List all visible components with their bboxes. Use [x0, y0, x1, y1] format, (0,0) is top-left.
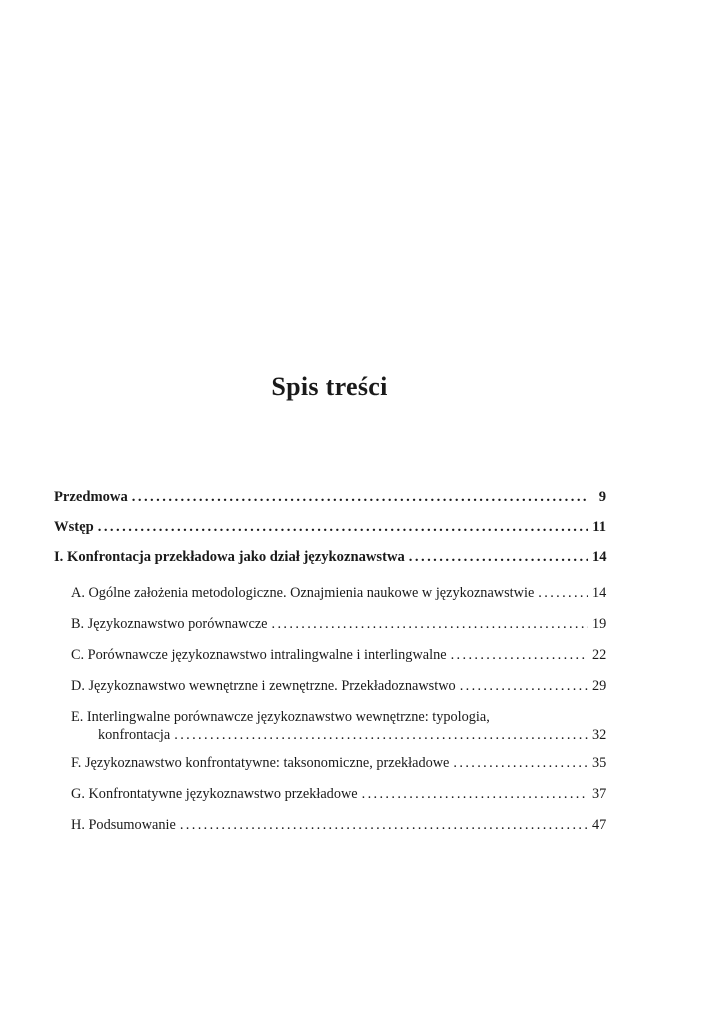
toc-entry-chapter-1[interactable] — [54, 548, 606, 578]
toc-entry-page: 19 — [592, 616, 607, 632]
toc-entry-page: 14 — [592, 585, 607, 601]
leader-dots — [174, 726, 588, 744]
toc-entry-page: 22 — [592, 647, 607, 663]
toc-subentry-g[interactable] — [54, 785, 606, 816]
toc-entry-title: E. Interlingwalne porównawcze językoznawstwo wewnętrzne: typologia, — [71, 709, 490, 725]
toc-entry-title: H. Podsumowanie — [71, 817, 176, 833]
toc-entry-title: I. Konfrontacja przekładowa jako dział językoznawstwa — [54, 549, 405, 565]
toc-subentry-c[interactable] — [54, 646, 606, 677]
toc-subentry-h[interactable] — [54, 816, 606, 847]
leader-dots — [98, 518, 588, 536]
leader-dots — [362, 785, 588, 803]
toc-subentry-f[interactable] — [54, 754, 606, 785]
leader-dots — [272, 615, 588, 633]
table-of-contents — [54, 488, 606, 847]
leader-dots — [453, 754, 588, 772]
toc-entry-page: 35 — [592, 755, 607, 771]
toc-entry-title: F. Językoznawstwo konfrontatywne: taksonomiczne, przekładowe — [71, 755, 450, 771]
leader-dots — [180, 816, 588, 834]
toc-entry-title: B. Językoznawstwo porównawcze — [71, 616, 268, 632]
toc-entry-page: 29 — [592, 678, 607, 694]
toc-entry-page: 14 — [592, 549, 607, 565]
toc-entry-title-continued: konfrontacja — [98, 727, 171, 743]
leader-dots — [451, 646, 588, 664]
toc-entry-title: C. Porównawcze językoznawstwo intralingwalne i interlingwalne — [71, 647, 447, 663]
toc-subentry-d[interactable] — [54, 677, 606, 708]
toc-entry-title: Przedmowa — [54, 489, 128, 505]
toc-entry-page: 47 — [592, 817, 607, 833]
toc-entry-title: Wstęp — [54, 519, 94, 535]
toc-entry-page: 37 — [592, 786, 607, 802]
leader-dots — [409, 548, 588, 566]
leader-dots — [538, 584, 588, 602]
toc-entry-continuation — [71, 726, 606, 744]
page-title: Spis treści — [271, 372, 388, 401]
toc-subentry-a[interactable] — [54, 584, 606, 615]
toc-entry-title: D. Językoznawstwo wewnętrzne i zewnętrzne. Przekładoznawstwo — [71, 678, 456, 694]
toc-entry-title: G. Konfrontatywne językoznawstwo przekładowe — [71, 786, 358, 802]
toc-entry-przedmowa[interactable] — [54, 488, 606, 518]
toc-subentry-b[interactable] — [54, 615, 606, 646]
toc-entry-wstep[interactable] — [54, 518, 606, 548]
toc-subentry-e[interactable] — [54, 708, 606, 754]
toc-entry-title: A. Ogólne założenia metodologiczne. Oznajmienia naukowe w językoznawstwie — [71, 585, 535, 601]
toc-entry-page: 9 — [598, 489, 606, 505]
toc-entry-page: 11 — [592, 519, 606, 535]
leader-dots — [132, 488, 588, 506]
toc-entry-page: 32 — [592, 727, 607, 743]
leader-dots — [460, 677, 588, 695]
